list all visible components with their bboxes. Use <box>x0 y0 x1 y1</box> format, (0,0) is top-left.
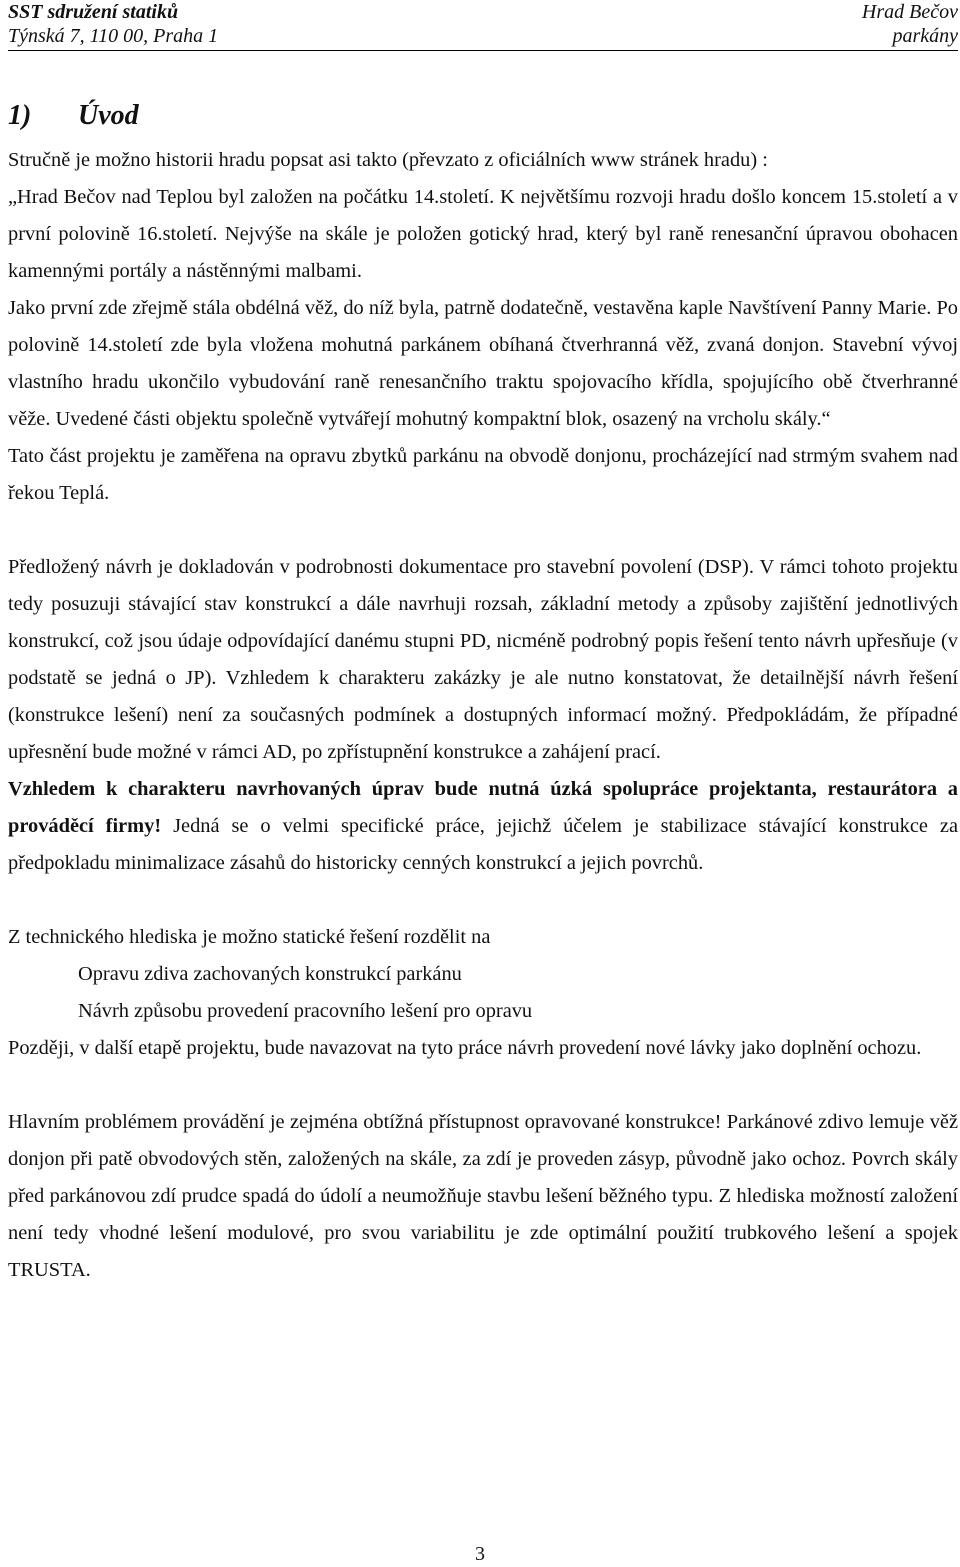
paragraph-next-stage: Později, v další etapě projektu, bude navazovat na tyto práce návrh provedení nové lávky jako doplnění ochozu. <box>8 1037 922 1059</box>
header-left <box>8 0 218 48</box>
document-body <box>8 142 958 1289</box>
cooperation-rest: Jedná se o velmi specifické práce, jejichž účelem je stabilizace stávající konstrukce za předpokladu minimalizace zásahů do historicky cenných konstrukcí a jejich povrchů. <box>8 815 958 874</box>
section-title: Úvod <box>78 100 139 131</box>
company-address: Týnská 7, 110 00, Praha 1 <box>8 25 219 47</box>
paragraph-quote-1: „Hrad Bečov nad Teplou byl založen na počátku 14.století. K největšímu rozvoji hradu došlo koncem 15.století a v první polovině 16.století. Nejvýše na skále je položen gotický hrad, který byl raně renesanční úpravou obohacen kamennými portály a nástěnnými malbami. <box>8 186 958 282</box>
paragraph-scope: Tato část projektu je zaměřena na opravu zbytků parkánu na obvodě donjonu, procházející nad strmým svahem nad řekou Teplá. <box>8 445 958 504</box>
paragraph-documentation: Předložený návrh je dokladován v podrobnosti dokumentace pro stavební povolení (DSP). V rámci tohoto projektu tedy posuzuji stávající stav konstrukcí a dále navrhuji rozsah, základní metody a způsoby zajištění jednotlivých konstrukcí, což jsou údaje odpovídající danému stupni PD, nicméně podrobný popis řešení tento návrh upřesňuje (v podstatě se jedná o JP). Vzhledem k charakteru zakázky je ale nutno konstatovat, že detailnější návrh řešení (konstrukce lešení) není za současných podmínek a dostupných informací možný. Předpokládám, že případné upřesnění bude možné v rámci AD, po zpřístupnění konstrukce a zahájení prací. <box>8 556 958 763</box>
header-rule <box>8 50 958 51</box>
page-number: 3 <box>475 1543 485 1565</box>
company-name: SST sdružení statiků <box>8 1 179 23</box>
spacer <box>8 882 958 919</box>
spacer <box>8 1067 958 1104</box>
project-name: Hrad Bečov <box>861 1 958 23</box>
paragraph-access-problem: Hlavním problémem provádění je zejména obtížná přístupnost opravované konstrukce! Parkánové zdivo lemuje věž donjon při patě obvodových stěn, založených na skále, za zdí je proveden zásyp, původně jako ochoz. Povrch skály před parkánovou zdí prudce spadá do údolí a neumožňuje stavbu lešení běžného typu. Z hlediska možností založení není tedy vhodné lešení modulové, pro svou variabilitu je zde optimální použití trubkového lešení a spojek TRUSTA. <box>8 1111 958 1281</box>
paragraph-solution-intro: Z technického hlediska je možno statické řešení rozdělit na <box>8 926 491 948</box>
section-number: 1) <box>8 100 32 131</box>
paragraph-intro: Stručně je možno historii hradu popsat asi takto (převzato z oficiálních www stránek hradu) : <box>8 149 768 171</box>
header-right <box>862 0 958 48</box>
section-heading <box>8 96 139 136</box>
cooperation-emphasis: Vzhledem k charakteru navrhovaných úprav bude nutná úzká spolupráce projektanta, restaurátora a prováděcí firmy! <box>8 778 958 837</box>
spacer <box>8 512 958 549</box>
paragraph-cooperation <box>8 771 958 882</box>
solution-item-2: Návrh způsobu provedení pracovního lešení pro opravu <box>78 1000 533 1022</box>
paragraph-quote-2: Jako první zde zřejmě stála obdélná věž, do níž byla, patrně dodatečně, vestavěna kaple Navštívení Panny Marie. Po polovině 14.století zde byla vložena mohutná parkánem obíhaná čtverhranná věž, zvaná donjon. Stavební vývoj vlastního hradu ukončilo vybudování raně renesančního traktu spojovacího křídla, spojujícího obě čtverhranné věže. Uvedené části objektu společně vytvářejí mohutný kompaktní blok, osazený na vrcholu skály.“ <box>8 297 958 430</box>
solution-item-1: Opravu zdiva zachovaných konstrukcí parkánu <box>78 963 462 985</box>
project-subject: parkány <box>892 25 958 47</box>
